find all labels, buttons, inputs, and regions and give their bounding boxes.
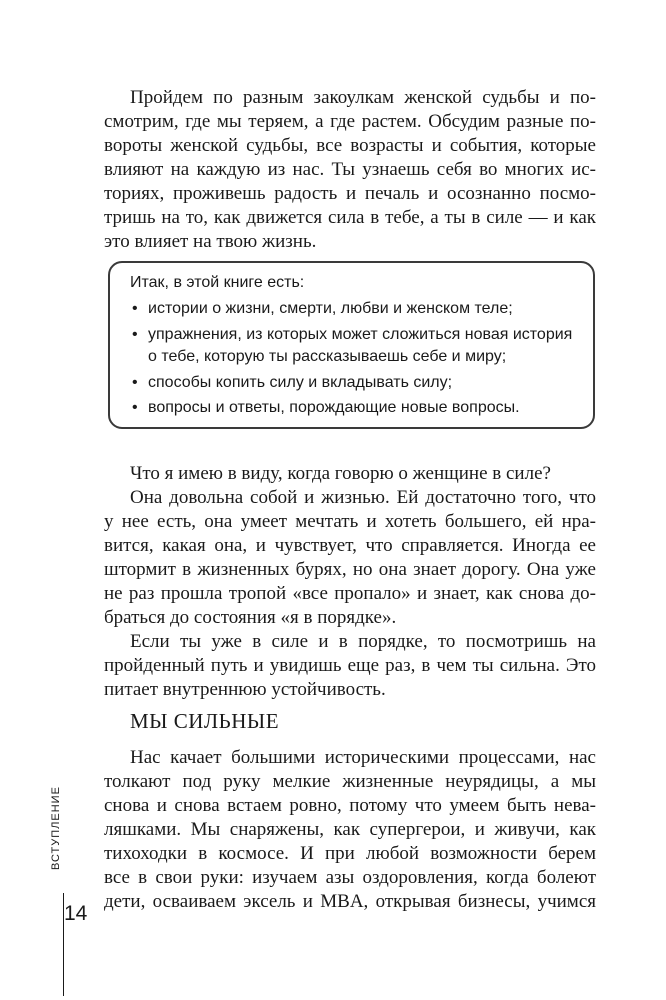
bullet-icon: • — [132, 300, 138, 317]
body-text-line: не раз прошла тропой «все пропало» и знает, как снова до- — [104, 583, 596, 604]
page-number: 14 — [64, 902, 88, 925]
body-text-line: Пройдем по разным закоулкам женской судьбы и по- — [130, 87, 596, 108]
callout-item: упражнения, из которых может сложиться новая история — [148, 326, 573, 343]
chapter-side-label: ВСТУПЛЕНИЕ — [50, 786, 62, 870]
callout-item-continuation: о тебе, которую ты рассказываешь себе и миру; — [148, 348, 507, 365]
callout-item: истории о жизни, смерти, любви и женском теле; — [148, 300, 513, 317]
body-text-line: дети, осваиваем эксель и MBA, открывая бизнесы, учимся — [104, 891, 596, 912]
body-text-line: Что я имею в виду, когда говорю о женщине в силе? — [130, 463, 551, 484]
section-heading: МЫ СИЛЬНЫЕ — [130, 709, 280, 733]
body-text-line: снова и снова встаем ровно, потому что умеем быть нева- — [104, 795, 596, 816]
callout-intro: Итак, в этой книге есть: — [130, 274, 305, 291]
body-text-line: браться до состояния «я в порядке». — [104, 607, 397, 628]
bullet-icon: • — [132, 374, 138, 391]
body-text-line: тришь на то, как движется сила в тебе, а ты в силе — и как — [104, 207, 596, 228]
body-text-line: Нас качает большими историческими процессами, нас — [130, 747, 596, 768]
body-text-line: вороты женской судьбы, все возрасты и события, которые — [104, 135, 596, 156]
callout-item: способы копить силу и вкладывать силу; — [148, 374, 453, 391]
bullet-icon: • — [132, 399, 138, 416]
body-text-line: Она довольна собой и жизнью. Ей достаточно того, что — [130, 487, 596, 508]
body-text-line: влияют на каждую из нас. Ты узнаешь себя во многих ис- — [104, 159, 596, 180]
body-text-line: смотрим, где мы теряем, а где растем. Обсудим разные по- — [104, 111, 596, 132]
body-text-line: пройденный путь и увидишь еще раз, в чем ты сильна. Это — [104, 655, 596, 676]
body-text-line: штормит в жизненных бурях, но она знает дорогу. Она уже — [104, 559, 596, 580]
body-text-line: питает внутреннюю устойчивость. — [104, 679, 386, 700]
body-text-line: Если ты уже в силе и в порядке, то посмотришь на — [130, 631, 596, 652]
body-text-line: ториях, проживешь радость и печаль и осознанно посмо- — [104, 183, 596, 204]
bullet-icon: • — [132, 326, 138, 343]
body-text-line: тихоходки в космосе. И при любой возможности берем — [104, 843, 596, 864]
body-text-line: ляшками. Мы снаряжены, как супергерои, и живучи, как — [104, 819, 596, 840]
body-text-line: вится, какая она, и чувствует, что справляется. Иногда ее — [104, 535, 596, 556]
body-text-line: это влияет на твою жизнь. — [104, 231, 317, 252]
body-text-line: все в свои руки: изучаем азы оздоровления, когда болеют — [104, 867, 596, 888]
body-text-line: у нее есть, она умеет мечтать и хотеть большего, ей нра- — [104, 511, 596, 532]
body-text-line: толкают под руку мелкие жизненные неурядицы, а мы — [104, 771, 596, 792]
callout-item: вопросы и ответы, порождающие новые вопросы. — [148, 399, 520, 416]
